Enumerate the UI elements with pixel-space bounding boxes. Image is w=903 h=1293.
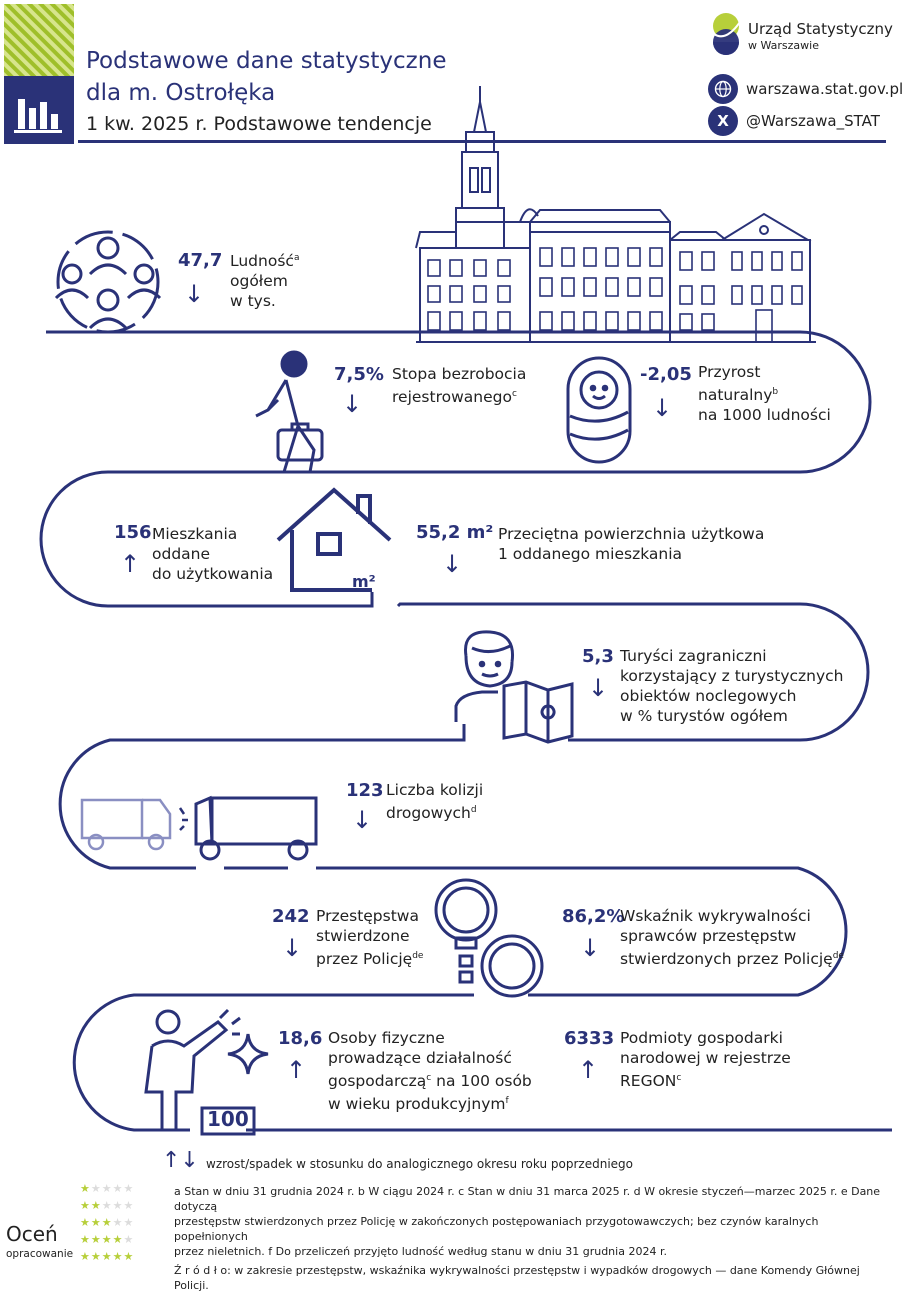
box-100-label: 100: [207, 1107, 249, 1131]
unemployment-value: 7,5%: [334, 364, 384, 385]
rating-row-1: ★★★★★: [80, 1182, 135, 1195]
regon-label: Podmioty gospodarki narodowej w rejestrze REGON$^c$: [620, 1029, 791, 1091]
rate-subtitle[interactable]: opracowanie: [6, 1248, 74, 1260]
regon-value: 6333: [564, 1028, 615, 1049]
natural-growth-value: -2,05: [640, 364, 692, 385]
collisions-value: 123: [346, 780, 384, 801]
legend-arrows: ↑↓: [162, 1148, 199, 1173]
entrepreneurs-label: Osoby fizyczne prowadzące działalność gospodarczą$^c$ na 100 osób w wieku produkcyjnym$^f$: [328, 1029, 532, 1114]
collisions-label: Liczba kolizji drogowych$^d$: [386, 781, 484, 823]
page-title-line1: Podstawowe dane statystyczne: [86, 48, 447, 74]
rate-title[interactable]: Oceń: [6, 1222, 58, 1246]
population-value: 47,7: [178, 250, 223, 271]
population-trend-arrow: ↓: [184, 280, 205, 308]
population-label: Ludność$^a$ ogółem w tys.: [230, 252, 300, 311]
person-with-briefcase-icon: [238, 350, 334, 474]
entrepreneur-figure-icon: [132, 1006, 274, 1136]
detection-value: 86,2%: [562, 906, 625, 927]
dwellings-value: 156: [114, 522, 152, 543]
handcuffs-icon: [432, 876, 550, 1000]
detection-trend-arrow: ↓: [580, 934, 601, 962]
m2-label: m²: [352, 572, 376, 591]
crimes-value: 242: [272, 906, 310, 927]
rating-row-3: ★★★★★: [80, 1216, 135, 1229]
tourists-value: 5,3: [582, 646, 614, 667]
town-hall-illustration: [416, 82, 816, 344]
page-subtitle: 1 kw. 2025 r. Podstawowe tendencje: [86, 113, 432, 135]
crimes-label: Przestępstwa stwierdzone przez Policję$^{de}$: [316, 907, 424, 969]
rating-row-5: ★★★★★: [80, 1250, 135, 1263]
natural-growth-trend-arrow: ↓: [652, 394, 673, 422]
page-title-line2: dla m. Ostrołęka: [86, 80, 276, 106]
people-group-icon: [50, 226, 166, 338]
avg-area-value: 55,2 m²: [416, 522, 494, 543]
footnotes: a Stan w dniu 31 grudnia 2024 r. b W ciągu 2024 r. c Stan w dniu 31 marca 2025 r. d W okresie styczeń—marzec 2025 r. e Dane dotyczą przestępstw stwierdzonych przez Policję w zakończonych postępowaniach przygotowawczych; bez czynów karalnych popełnionych przez nieletnich. f Do przeliczeń przyjęto ludność według stanu w dniu 31 grudnia 2024 r. Ź r ó d ł o: w zakresie przestępstw, wskaźnika wykrywalności przestępstw i wypadków drogowych — dane Komendy Głównej Policji.: [174, 1185, 881, 1292]
natural-growth-label: Przyrost naturalny$^b$ na 1000 ludności: [698, 363, 831, 425]
regon-trend-arrow: ↑: [578, 1056, 599, 1084]
rating-row-4: ★★★★★: [80, 1233, 135, 1246]
rating-stars[interactable]: [80, 1180, 134, 1265]
collisions-trend-arrow: ↓: [352, 806, 373, 834]
avg-area-trend-arrow: ↓: [442, 550, 463, 578]
x-logo-icon[interactable]: X: [708, 106, 738, 136]
us-logo-line2: w Warszawie: [748, 39, 819, 52]
us-logo-line1: Urząd Statystyczny: [748, 20, 893, 38]
detection-label: Wskaźnik wykrywalności sprawców przestępstw stwierdzonych przez Policję$^{de}$: [620, 907, 844, 969]
unemployment-label: Stopa bezrobocia rejestrowanego$^c$: [392, 365, 527, 407]
entrepreneurs-value: 18,6: [278, 1028, 323, 1049]
dwellings-label: Mieszkania oddane do użytkowania: [152, 525, 274, 583]
swaddled-baby-icon: [564, 354, 634, 466]
header-logo-block: [4, 4, 74, 144]
unemployment-trend-arrow: ↓: [342, 390, 363, 418]
us-logo-icon: [706, 12, 746, 60]
crimes-trend-arrow: ↓: [282, 934, 303, 962]
truck-collision-icon: [80, 784, 320, 864]
dwellings-trend-arrow: ↑: [120, 550, 141, 578]
house-icon: [272, 484, 396, 594]
legend-text: wzrost/spadek w stosunku do analogicznego okresu roku poprzedniego: [206, 1157, 633, 1171]
tourists-label: Turyści zagraniczni korzystający z turystycznych obiektów noclegowych w % turystów ogółem: [620, 647, 844, 725]
rating-row-2: ★★★★★: [80, 1199, 135, 1212]
avg-area-label: Przeciętna powierzchnia użytkowa 1 oddanego mieszkania: [498, 525, 765, 563]
entrepreneurs-trend-arrow: ↑: [286, 1056, 307, 1084]
tourists-trend-arrow: ↓: [588, 674, 609, 702]
x-handle-link[interactable]: @Warszawa_STAT: [746, 112, 880, 130]
tourist-with-map-icon: [452, 626, 578, 742]
website-link[interactable]: warszawa.stat.gov.pl: [746, 80, 903, 98]
